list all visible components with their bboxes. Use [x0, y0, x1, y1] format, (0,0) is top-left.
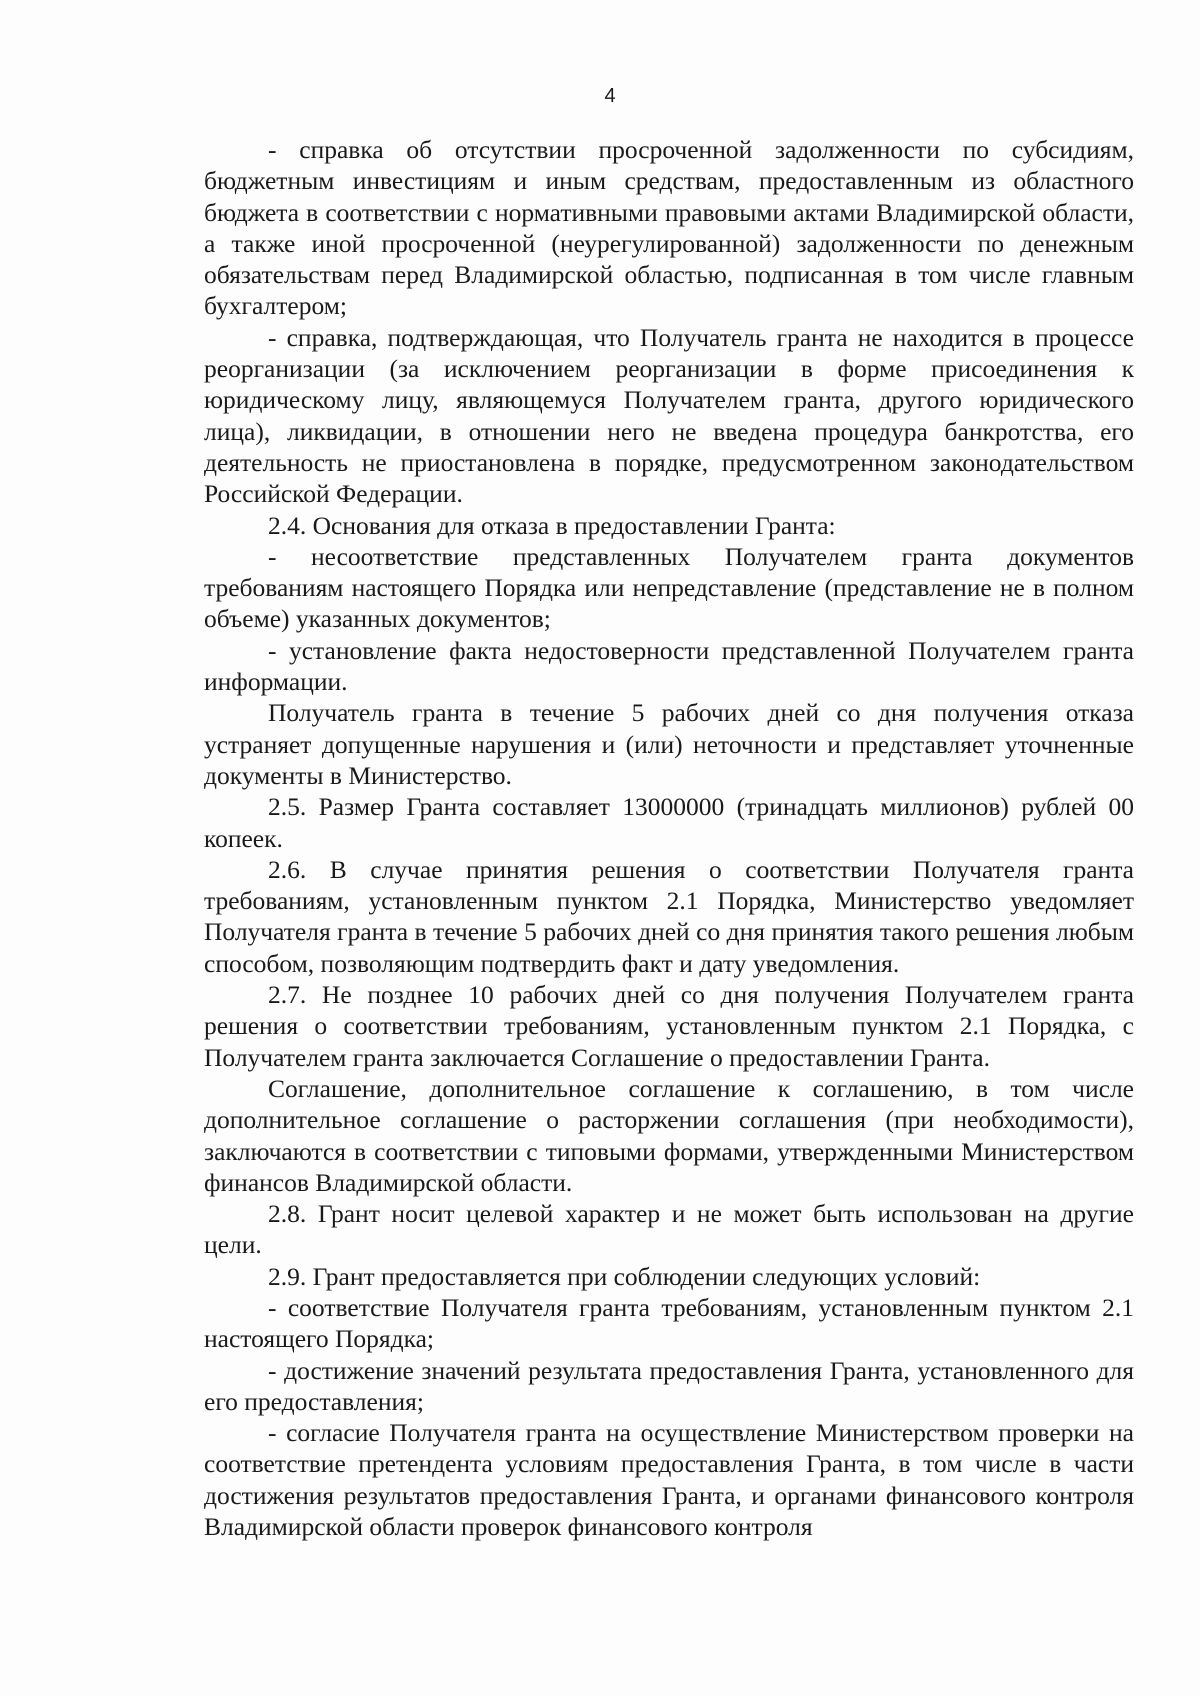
paragraph-2-5-grant-amount: 2.5. Размер Гранта составляет 13000000 (тринадцать миллионов) рублей 00 копеек.: [204, 792, 1134, 853]
paragraph-resubmission: Получатель гранта в течение 5 рабочих дней со дня получения отказа устраняет допущенные нарушения и (или) неточности и представляет уточненные документы в Министерство.: [204, 698, 1134, 790]
paragraph-2-7-agreement: 2.7. Не позднее 10 рабочих дней со дня получения Получателем гранта решения о соответствии требованиям, установленным пунктом 2.1 Порядка, с Получателем гранта заключается Соглашение о предоставлении Гранта.: [204, 980, 1134, 1072]
document-body: [204, 134, 1134, 1542]
paragraph-condition-consent: - согласие Получателя гранта на осуществление Министерством проверки на соответствие претендента условиям предоставления Гранта, в том числе в части достижения результатов предоставления Гранта, и органами финансового контроля Владимирской области проверок финансового контроля: [204, 1418, 1134, 1542]
paragraph-2-8-purpose: 2.8. Грант носит целевой характер и не может быть использован на другие цели.: [204, 1199, 1134, 1260]
paragraph-reorganization-certificate: - справка, подтверждающая, что Получатель гранта не находится в процессе реорганизации (за исключением реорганизации в форме присоединения к юридическому лицу, являющемуся Получателем гранта, другого юридического лица), ликвидации, в отношении него не введена процедура банкротства, его деятельность не приостановлена в порядке, предусмотренном законодательством Российской Федерации.: [204, 322, 1134, 509]
paragraph-2-6-notification: 2.6. В случае принятия решения о соответствии Получателя гранта требованиям, установленным пунктом 2.1 Порядка, Министерство уведомляет Получателя гранта в течение 5 рабочих дней со дня принятия такого решения любым способом, позволяющим подтвердить факт и дату уведомления.: [204, 854, 1134, 978]
paragraph-agreement-forms: Соглашение, дополнительное соглашение к соглашению, в том числе дополнительное соглашение о расторжении соглашения (при необходимости), заключаются в соответствии с типовыми формами, утвержденными Министерством финансов Владимирской области.: [204, 1073, 1134, 1197]
paragraph-nonconformity: - несоответствие представленных Получателем гранта документов требованиям настоящего Порядка или непредставление (представление не в полном объеме) указанных документов;: [204, 541, 1134, 634]
paragraph-condition-results: - достижение значений результата предоставления Гранта, установленного для его предоставления;: [204, 1355, 1134, 1416]
page-number: 4: [604, 85, 616, 107]
paragraph-condition-compliance: - соответствие Получателя гранта требованиям, установленным пунктом 2.1 настоящего Порядка;: [204, 1292, 1134, 1354]
paragraph-2-9-conditions: 2.9. Грант предоставляется при соблюдении следующих условий:: [268, 1261, 981, 1291]
paragraph-unreliable-info: - установление факта недостоверности представленной Получателем гранта информации.: [204, 635, 1134, 697]
paragraph-debt-certificate: - справка об отсутствии просроченной задолженности по субсидиям, бюджетным инвестициям и иным средствам, предоставленным из областного бюджета в соответствии с нормативными правовыми актами Владимирской области, а также иной просроченной (неурегулированной) задолженности по денежным обязательствам перед Владимирской областью, подписанная в том числе главным бухгалтером;: [204, 135, 1134, 321]
paragraph-2-4-heading: 2.4. Основания для отказа в предоставлении Гранта:: [268, 510, 836, 540]
